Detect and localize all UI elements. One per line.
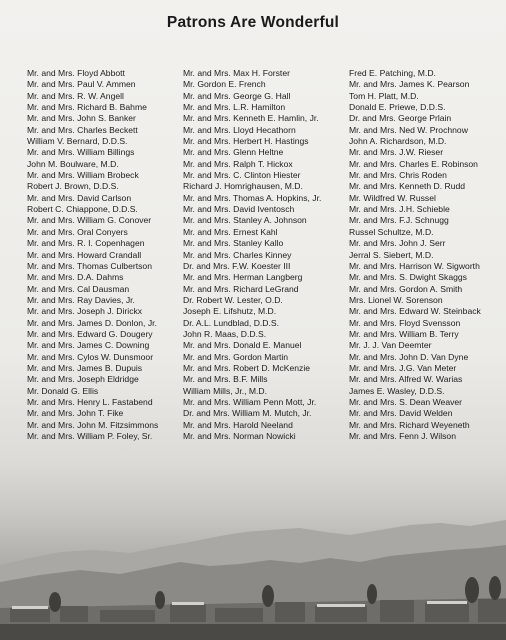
- patron-name: Mr. and Mrs. Richard LeGrand: [183, 283, 299, 294]
- patron-name: Mr. and Mrs. Richard Weyeneth: [349, 419, 470, 430]
- patron-name: Richard J. Homrighausen, M.D.: [183, 181, 303, 192]
- patron-name: Mr. and Mrs. Max H. Forster: [183, 68, 290, 78]
- patron-name: Mr. and Mrs. Joseph Eldridge: [27, 374, 139, 385]
- patron-name: John A. Richardson, M.D.: [349, 136, 447, 147]
- patron-name: Mr. and Mrs. James B. Dupuis: [27, 362, 143, 373]
- patron-name: Mr. and Mrs. Ernest Kahl: [183, 226, 278, 237]
- patron-name: Mr. and Mrs. Donald E. Manuel: [183, 340, 302, 351]
- patron-name: Mr. and Mrs. David Welden: [349, 408, 453, 419]
- patron-name: Mr. and Mrs. John D. Van Dyne: [349, 351, 469, 362]
- patron-name: Russel Schultze, M.D.: [349, 226, 434, 237]
- patron-name: Mr. and Mrs. William Billings: [27, 147, 135, 158]
- patron-name: Mr. and Mrs. Floyd Svensson: [349, 317, 461, 328]
- patron-name: Mr. and Mrs. John S. Banker: [27, 113, 136, 124]
- patron-name: Dr. and Mrs. F.W. Koester III: [183, 260, 291, 271]
- patron-name: Mr. and Mrs. S. Dean Weaver: [349, 396, 463, 407]
- patron-name: Mr. and Mrs. Ray Davies, Jr.: [27, 294, 135, 305]
- patron-name: Mr. Gordon E. French: [183, 79, 266, 90]
- patron-name: Mr. and Mrs. Alfred W. Warias: [349, 374, 463, 385]
- patron-name: Mr. and Mrs. Paul V. Ammen: [27, 79, 136, 90]
- patron-name: Mr. and Mrs. Edward W. Steinback: [349, 306, 481, 317]
- patron-name: Mr. and Mrs. J.H. Schieble: [349, 204, 450, 215]
- patron-name: Mr. and Mrs. Herman Langberg: [183, 272, 303, 283]
- patron-name: Mr. and Mrs. Chris Roden: [349, 170, 447, 181]
- patron-name: Mr. and Mrs. Edward G. Dougery: [27, 328, 153, 339]
- patron-name: Mr. and Mrs. Lloyd Hecathorn: [183, 124, 296, 135]
- patron-name: Robert J. Brown, D.D.S.: [27, 181, 119, 192]
- patron-name: Mr. and Mrs. R. I. Copenhagen: [27, 238, 145, 249]
- patron-name: Mr. and Mrs. Floyd Abbott: [27, 68, 125, 78]
- patron-name: Mr. and Mrs. Charles E. Robinson: [349, 158, 478, 169]
- patron-name: John R. Maas, D.D.S.: [183, 328, 267, 339]
- patron-name: Mr. and Mrs. William B. Terry: [349, 328, 459, 339]
- patron-name: Mr. and Mrs. Cylos W. Dunsmoor: [27, 351, 154, 362]
- patron-name: Mr. and Mrs. F.J. Schnugg: [349, 215, 449, 226]
- patron-name: Dr. and Mrs. William M. Mutch, Jr.: [183, 408, 312, 419]
- patron-name: Mr. and Mrs. S. Dwight Skaggs: [349, 272, 467, 283]
- patron-name: Dr. Robert W. Lester, O.D.: [183, 294, 283, 305]
- patron-name: Mr. and Mrs. John T. Fike: [27, 408, 124, 419]
- patron-name: Mr. and Mrs. Oral Conyers: [27, 226, 128, 237]
- landscape-photo: [0, 490, 506, 640]
- patron-name: Mr. and Mrs. Norman Nowicki: [183, 431, 296, 441]
- patron-name: Mr. and Mrs. John M. Fitzsimmons: [27, 419, 159, 430]
- patron-name: Tom H. Platt, M.D.: [349, 90, 419, 101]
- patron-name: Mr. and Mrs. Herbert H. Hastings: [183, 136, 309, 147]
- patron-name: Mr. and Mrs. William Penn Mott, Jr.: [183, 396, 317, 407]
- patron-name: Mr. and Mrs. Howard Crandall: [27, 249, 142, 260]
- patron-name: Mr. and Mrs. Gordon Martin: [183, 351, 289, 362]
- patron-name: Mr. and Mrs. Fenn J. Wilson: [349, 431, 456, 441]
- patron-name: John M. Boulware, M.D.: [27, 158, 119, 169]
- patron-name: Mr. Wildfred W. Russel: [349, 192, 436, 203]
- patron-name: Mr. and Mrs. C. Clinton Hiester: [183, 170, 301, 181]
- patron-name: Mr. and Mrs. J.G. Van Meter: [349, 362, 457, 373]
- patron-name: Donald E. Priewe, D.D.S.: [349, 102, 446, 113]
- patron-name: Mr. and Mrs. James K. Pearson: [349, 79, 470, 90]
- patron-name: Mr. and Mrs. Thomas Culbertson: [27, 260, 152, 271]
- patron-name: Fred E. Patching, M.D.: [349, 68, 436, 78]
- patron-column-3: [349, 68, 506, 442]
- patron-name: James E. Wasley, D.D.S.: [349, 385, 445, 396]
- patron-name: Mr. and Mrs. Ned W. Prochnow: [349, 124, 468, 135]
- patron-column-2: [183, 68, 351, 442]
- patron-name: Mr. and Mrs. William Brobeck: [27, 170, 139, 181]
- patron-name: Mr. and Mrs. James C. Downing: [27, 340, 150, 351]
- patron-name: Mr. and Mrs. Stanley A. Johnson: [183, 215, 307, 226]
- patron-name: Mr. and Mrs. James D. Donlon, Jr.: [27, 317, 157, 328]
- patron-name: Mr. and Mrs. Kenneth D. Rudd: [349, 181, 466, 192]
- patron-name: Mr. and Mrs. Thomas A. Hopkins, Jr.: [183, 192, 322, 203]
- patron-name: Robert C. Chiappone, D.D.S.: [27, 204, 138, 215]
- patron-name: Mr. and Mrs. William P. Foley, Sr.: [27, 431, 153, 441]
- patron-name: Joseph E. Lifshutz, M.D.: [183, 306, 277, 317]
- patron-name: Mr. Donald G. Ellis: [27, 385, 99, 396]
- patron-name: Mr. and Mrs. Harrison W. Sigworth: [349, 260, 480, 271]
- patron-name: Mr. and Mrs. David Iventosch: [183, 204, 295, 215]
- patron-name: Mr. and Mrs. Charles Kinney: [183, 249, 292, 260]
- patron-name: Mr. and Mrs. Gordon A. Smith: [349, 283, 463, 294]
- patron-name: William Mills, Jr., M.D.: [183, 385, 268, 396]
- patron-name: Mr. and Mrs. J.W. Rieser: [349, 147, 444, 158]
- patron-name: Mr. and Mrs. Kenneth E. Hamlin, Jr.: [183, 113, 319, 124]
- patron-name: Mr. and Mrs. D.A. Dahms: [27, 272, 124, 283]
- patron-column-1: [27, 68, 195, 442]
- patron-name: Mr. and Mrs. John J. Serr: [349, 238, 446, 249]
- patron-name: Mr. and Mrs. Robert D. McKenzie: [183, 362, 311, 373]
- patron-name: Mr. and Mrs. B.F. Mills: [183, 374, 268, 385]
- patron-name: Mr. and Mrs. William G. Conover: [27, 215, 152, 226]
- patron-name: Mr. and Mrs. David Carlson: [27, 192, 132, 203]
- patron-name: Mr. and Mrs. Harold Neeland: [183, 419, 293, 430]
- patron-name: Mr. and Mrs. George G. Hall: [183, 90, 291, 101]
- patron-name: Mr. and Mrs. Stanley Kallo: [183, 238, 284, 249]
- patron-name: Mr. J. J. Van Deemter: [349, 340, 432, 351]
- patron-name: Mr. and Mrs. Cal Dausman: [27, 283, 130, 294]
- patron-name: Mr. and Mrs. Joseph J. Dirickx: [27, 306, 143, 317]
- patron-name: Mr. and Mrs. Charles Beckett: [27, 124, 138, 135]
- patron-name: Mr. and Mrs. Richard B. Bahme: [27, 102, 147, 113]
- patron-name: Mr. and Mrs. R. W. Angell: [27, 90, 124, 101]
- patron-name: Mr. and Mrs. Henry L. Fastabend: [27, 396, 153, 407]
- patron-name: Mr. and Mrs. L.R. Hamilton: [183, 102, 286, 113]
- patron-name: Dr. and Mrs. George Prlain: [349, 113, 452, 124]
- patron-name: William V. Bernard, D.D.S.: [27, 136, 128, 147]
- patron-name: Jerral S. Siebert, M.D.: [349, 249, 434, 260]
- patron-name: Mr. and Mrs. Glenn Heltne: [183, 147, 284, 158]
- patron-name: Mrs. Lionel W. Sorenson: [349, 294, 443, 305]
- page-title: Patrons Are Wonderful: [166, 14, 340, 31]
- patron-name: Dr. A.L. Lundblad, D.D.S.: [183, 317, 280, 328]
- patron-name: Mr. and Mrs. Ralph T. Hickox: [183, 158, 293, 169]
